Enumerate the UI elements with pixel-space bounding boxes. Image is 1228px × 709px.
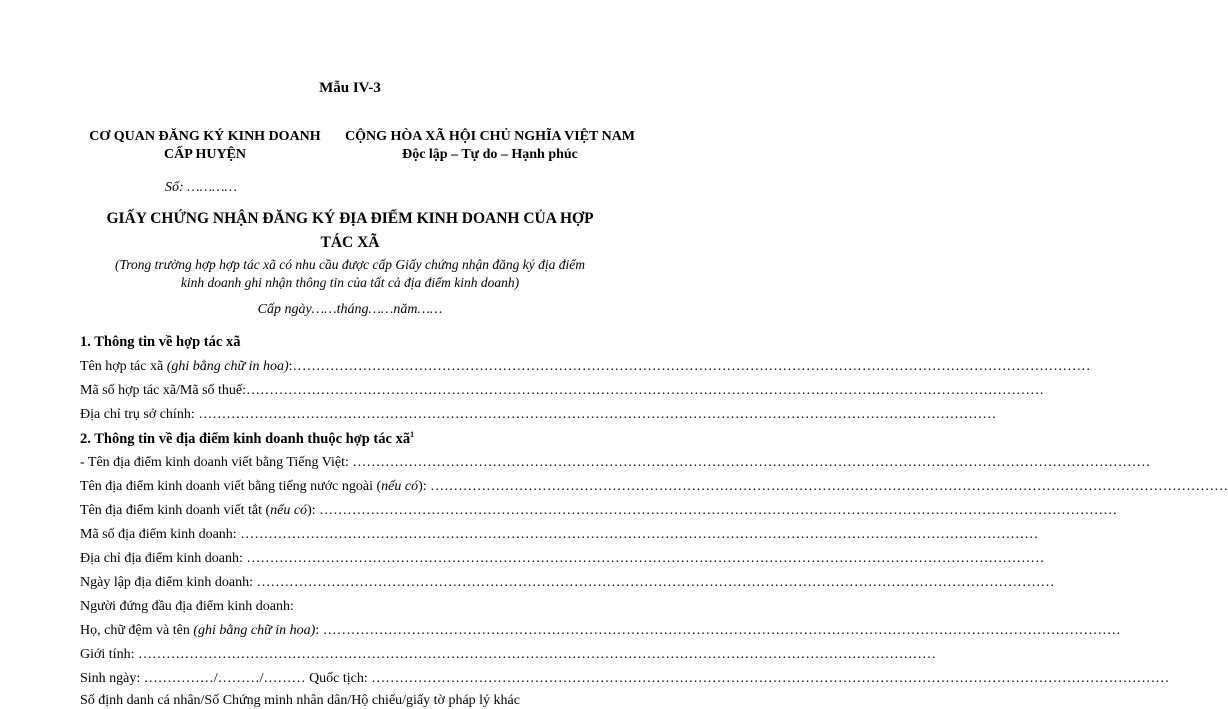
location-head-label: Người đứng đầu địa điểm kinh doanh: <box>80 599 294 614</box>
field-location-established-date: Ngày lập địa điểm kinh doanh: ……………………………………………………………………………………………………………………………………………………… <box>80 575 1055 590</box>
title-line-2: TÁC XÃ <box>320 234 380 251</box>
field-coop-address: Địa chỉ trụ sở chính: ……………………………………………………………………………………………………………………………………………………… <box>80 407 997 422</box>
national-header <box>345 128 635 164</box>
issued-date: Cấp ngày……tháng……năm…… <box>257 302 443 317</box>
field-coop-tax-code: Mã số hợp tác xã/Mã số thuế:……………………………………………………………………………………………………………………………………………………… <box>80 383 1045 398</box>
subtitle-line-1: (Trong trường hợp hợp tác xã có nhu cầu được cấp Giấy chứng nhận đăng ký địa điểm <box>115 257 585 272</box>
national-motto: Độc lập – Tự do – Hạnh phúc <box>402 147 578 162</box>
field-location-name-foreign: Tên địa điểm kinh doanh viết bằng tiếng nước ngoài (nếu có): ……………………………………………………………………………………………………………………………………………………… <box>80 479 1228 494</box>
issuing-agency <box>70 128 340 164</box>
field-head-id-document: Số định danh cá nhân/Số Chứng minh nhân dân/Hộ chiếu/giấy tờ pháp lý khác <box>80 693 520 708</box>
field-head-full-name: Họ, chữ đệm và tên (ghi bằng chữ in hoa): ……………………………………………………………………………………………………………………………………………………… <box>80 623 1121 638</box>
field-location-name-abbrev: Tên địa điểm kinh doanh viết tắt (nếu có): ……………………………………………………………………………………………………………………………………………………… <box>80 503 1118 518</box>
nation-name: CỘNG HÒA XÃ HỘI CHỦ NGHĨA VIỆT NAM <box>345 129 636 144</box>
field-coop-name: Tên hợp tác xã (ghi bằng chữ in hoa):……………………………………………………………………………………………………………………………………………………… <box>80 359 1091 374</box>
field-location-code: Mã số địa điểm kinh doanh: ……………………………………………………………………………………………………………………………………………………… <box>80 527 1039 542</box>
document-title <box>60 207 640 255</box>
field-location-address: Địa chỉ địa điểm kinh doanh: ……………………………………………………………………………………………………………………………………………………… <box>80 551 1045 566</box>
subtitle-line-2: kinh doanh ghi nhận thông tin của tất cả địa điểm kinh doanh) <box>180 275 520 290</box>
form-code: Mẫu IV-3 <box>319 80 381 96</box>
title-line-1: GIẤY CHỨNG NHẬN ĐĂNG KÝ ĐỊA ĐIỂM KINH DOANH CỦA HỢP <box>106 210 594 227</box>
field-head-gender: Giới tính: ……………………………………………………………………………………………………………………………………………………… <box>80 647 936 662</box>
document-number: Số: ………… <box>165 180 237 195</box>
agency-line-1: CƠ QUAN ĐĂNG KÝ KINH DOANH <box>89 129 321 144</box>
field-head-birth-nationality: Sinh ngày: ……………/………/……… Quốc tịch: ……………………………………………………………………………………………………………………………………………………… <box>80 671 1170 686</box>
section-2-heading: 2. Thông tin về địa điểm kinh doanh thuộc hợp tác $xã^1$ <box>80 430 415 447</box>
document-subtitle <box>75 256 625 292</box>
footnote-marker: 1 <box>410 430 415 439</box>
agency-line-2: CẤP HUYỆN <box>163 147 247 162</box>
field-location-name-vi: - Tên địa điểm kinh doanh viết bằng Tiếng Việt: ……………………………………………………………………………………………………………………………………………………… <box>80 455 1151 470</box>
section-1-heading: 1. Thông tin về hợp tác xã <box>80 334 241 350</box>
